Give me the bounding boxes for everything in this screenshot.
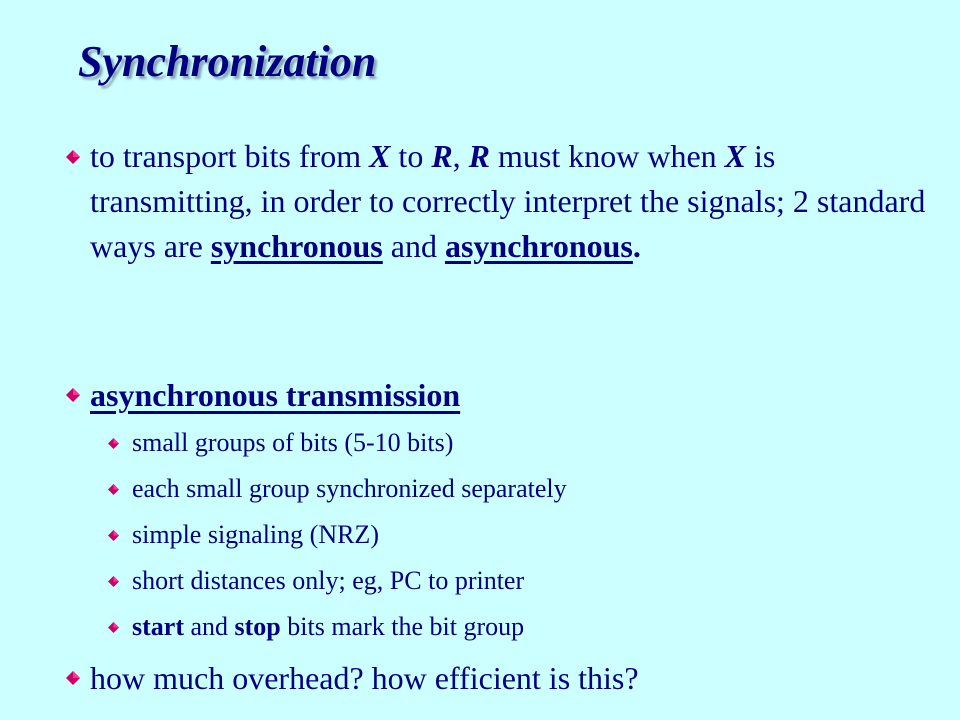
term-asynchronous: asynchronous (444, 228, 633, 264)
bullet-synchronization-intro: to transport bits from X to R, R must know when X is transmitting, in order to correctly interpret the signals; 2 standard ways are synchronous and asynchronous. (90, 138, 926, 264)
diamond-bullet-icon (108, 530, 120, 542)
sub-item: short distances only; eg, PC to printer (132, 566, 525, 595)
sub-item: simple signaling (NRZ) (132, 520, 379, 549)
sub-item: start and stop bits mark the bit group (132, 612, 525, 641)
diamond-bullet-icon (108, 576, 120, 588)
diamond-bullet-icon (66, 671, 78, 683)
diamond-bullet-icon (66, 388, 78, 400)
bullet-overhead-question: how much overhead? how efficient is this? (90, 660, 639, 696)
sub-item: each small group synchronized separately (132, 474, 567, 503)
diamond-bullet-icon (108, 438, 120, 450)
bullet-async-heading: asynchronous transmission (90, 377, 461, 413)
term-synchronous: synchronous (210, 228, 383, 264)
sub-item: small groups of bits (5-10 bits) (132, 428, 454, 457)
diamond-bullet-icon (108, 484, 120, 496)
diamond-bullet-icon (66, 150, 78, 162)
slide-title: Synchronization (78, 37, 377, 86)
diamond-bullet-icon (108, 622, 120, 634)
